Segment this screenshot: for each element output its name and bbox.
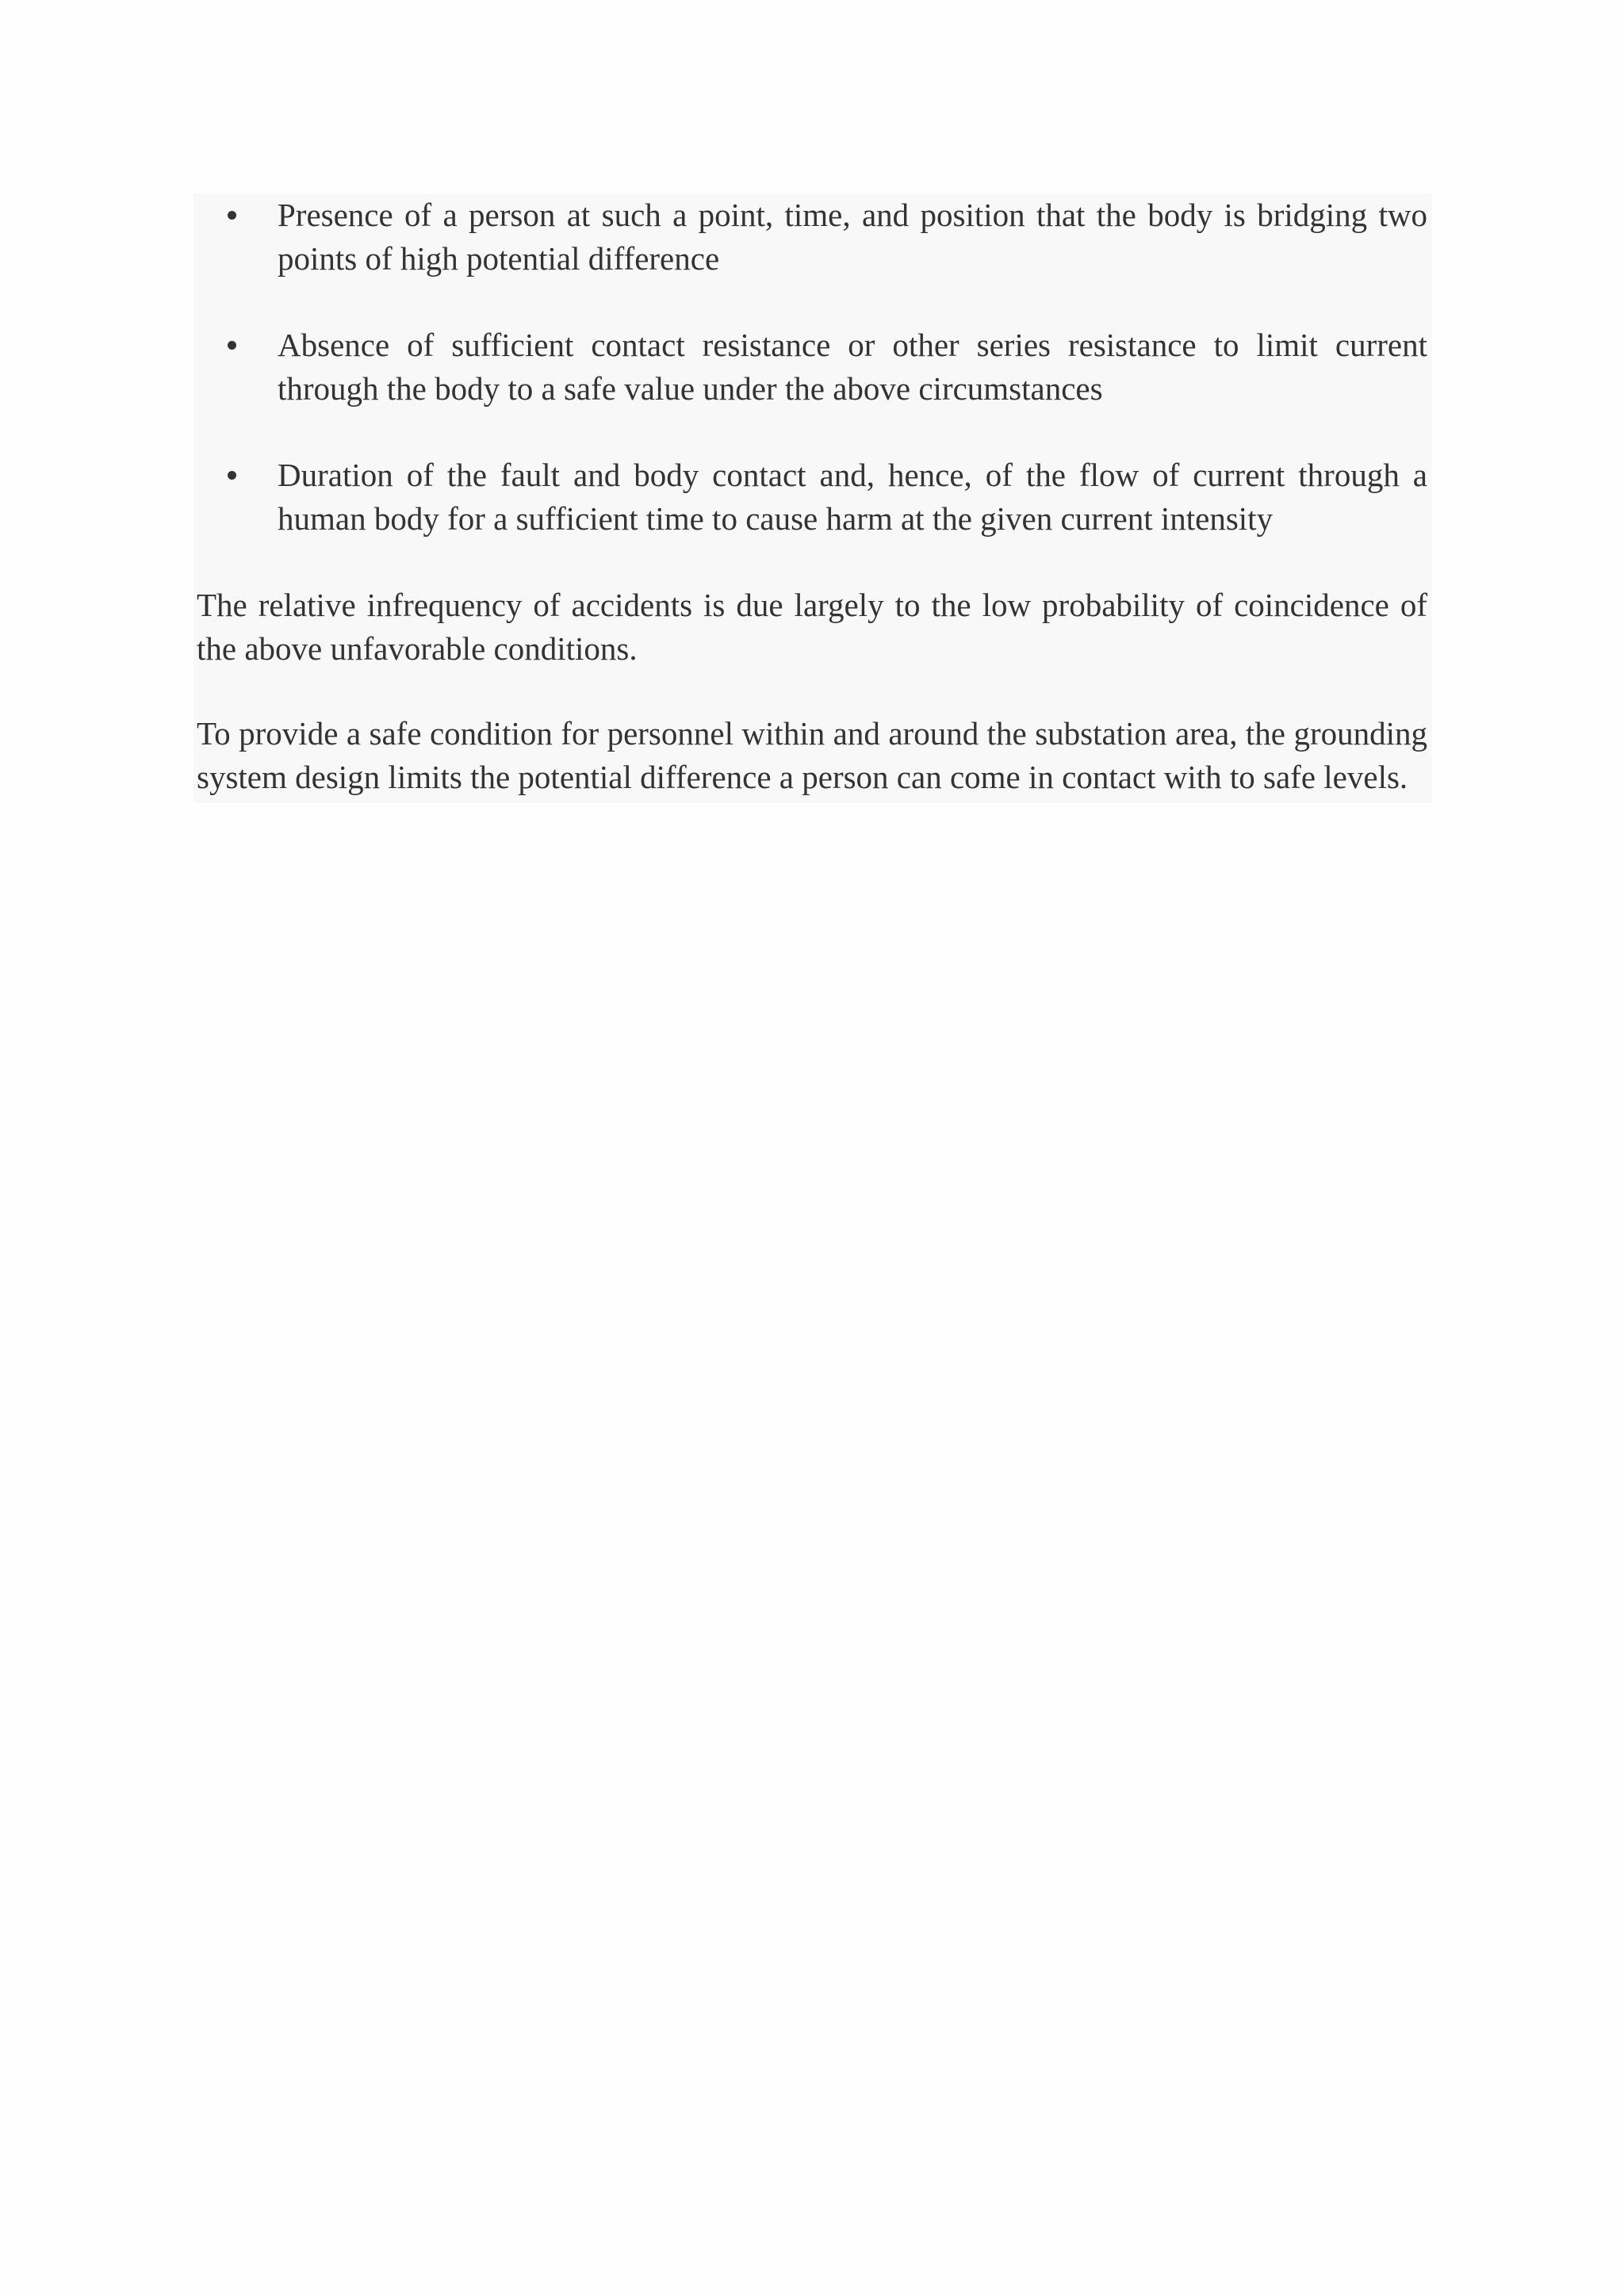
paragraph-accident-infrequency: The relative infrequency of accidents is due largely to the low probability of coincidence of the above unfavorable conditions.	[197, 587, 1427, 667]
list-item-text: Presence of a person at such a point, time, and position that the body is bridging two points of high potential difference	[278, 197, 1427, 277]
conditions-list	[193, 193, 1432, 540]
list-item-text: Absence of sufficient contact resistance or other series resistance to limit current through the body to a safe value under the above circumstances	[278, 327, 1427, 407]
document-body	[193, 193, 1432, 803]
list-item-text: Duration of the fault and body contact and, hence, of the flow of current through a human body for a sufficient time to cause harm at the given current intensity	[278, 457, 1427, 537]
bullet-icon	[228, 341, 236, 350]
bullet-icon	[228, 471, 236, 480]
bullet-icon	[228, 211, 236, 220]
paragraph-safe-condition: To provide a safe condition for personnel within and around the substation area, the grounding system design limits the potential difference a person can come in contact with to safe levels.	[197, 715, 1427, 795]
list-item	[193, 323, 1432, 410]
list-item	[193, 193, 1432, 280]
list-item	[193, 453, 1432, 540]
